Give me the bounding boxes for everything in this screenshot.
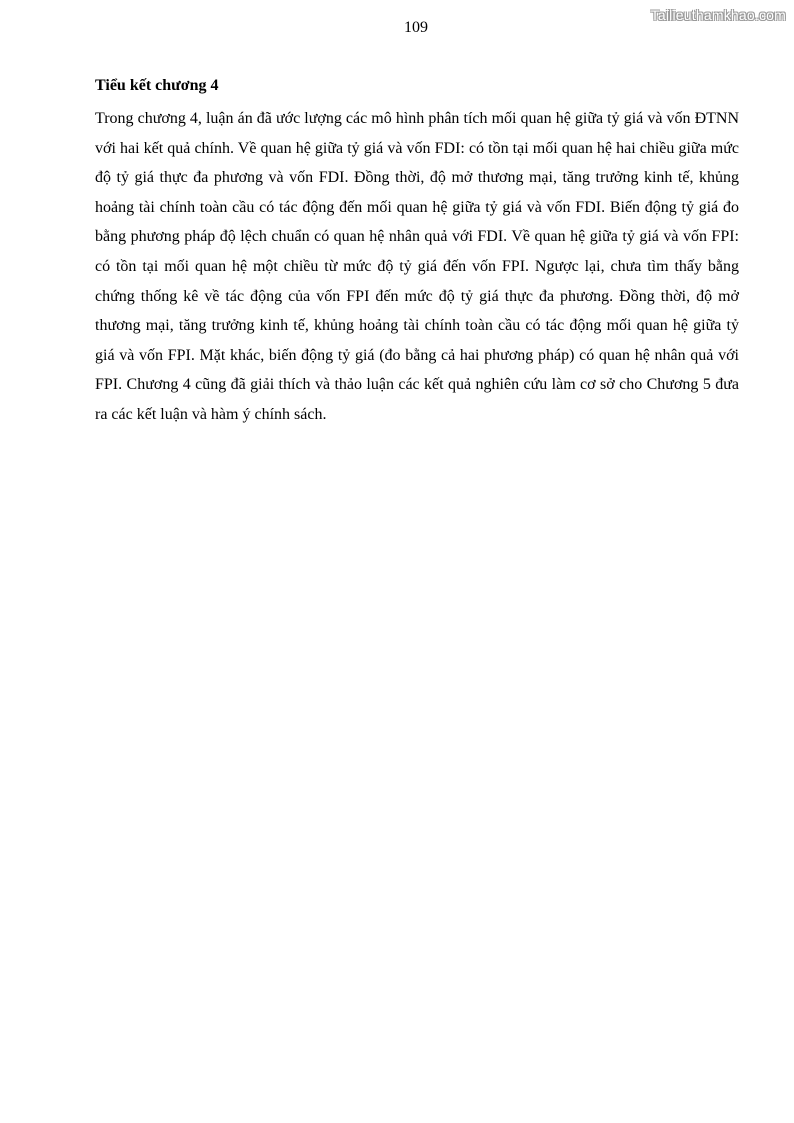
watermark: Tailieuthamkhao.com	[650, 7, 786, 23]
body-paragraph: Trong chương 4, luận án đã ước lượng các mô hình phân tích mối quan hệ giữa tỷ giá và vốn ĐTNN với hai kết quả chính. Về quan hệ giữa tỷ giá và vốn FDI: có tồn tại mối quan hệ hai chiều giữa mức độ tỷ giá thực đa phương và vốn FDI. Đồng thời, độ mở thương mại, tăng trưởng kinh tế, khủng hoảng tài chính toàn cầu có tác động đến mối quan hệ giữa tỷ giá và vốn FDI. Biến động tỷ giá đo bằng phương pháp độ lệch chuẩn có quan hệ nhân quả với FDI. Về quan hệ giữa tỷ giá và vốn FPI: có tồn tại mối quan hệ một chiều từ mức độ tỷ giá đến vốn FPI. Ngược lại, chưa tìm thấy bằng chứng thống kê về tác động của vốn FPI đến mức độ tỷ giá thực đa phương. Đồng thời, độ mở thương mại, tăng trưởng kinh tế, khủng hoảng tài chính toàn cầu có tác động mối quan hệ giữa tỷ giá và vốn FPI. Mặt khác, biến động tỷ giá (đo bằng cả hai phương pháp) có quan hệ nhân quả với FPI. Chương 4 cũng đã giải thích và thảo luận các kết quả nghiên cứu làm cơ sở cho Chương 5 đưa ra các kết luận và hàm ý chính sách.	[95, 110, 739, 423]
page-number: 109	[404, 19, 428, 36]
document-body	[95, 74, 739, 430]
section-heading: Tiểu kết chương 4	[95, 77, 219, 94]
